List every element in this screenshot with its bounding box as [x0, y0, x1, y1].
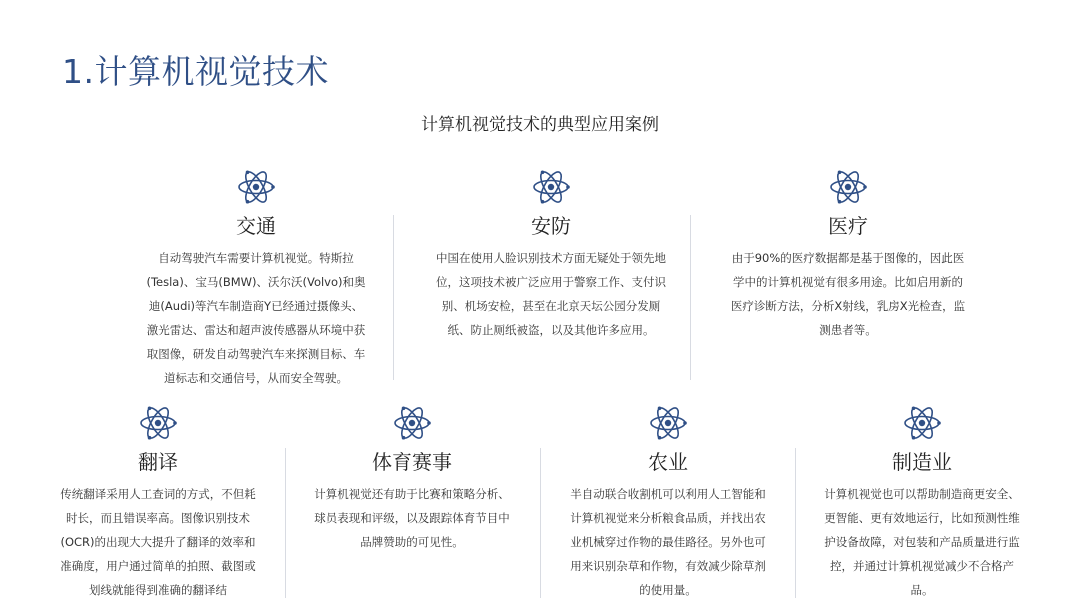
case-card-sports: [312, 402, 512, 554]
divider: [540, 448, 541, 598]
atom-icon: [391, 402, 433, 444]
case-name: 农业: [648, 450, 688, 474]
case-name: 制造业: [892, 450, 952, 474]
atom-icon: [137, 402, 179, 444]
divider: [795, 448, 796, 598]
case-card-agriculture: [568, 402, 768, 602]
case-card-manufacturing: [822, 402, 1022, 602]
case-description: 半自动联合收割机可以利用人工智能和计算机视觉来分析粮食品质，并找出农业机械穿过作物的最佳路径。另外也可用来识别杂草和作物，有效减少除草剂的使用量。: [570, 487, 766, 597]
divider: [690, 215, 691, 380]
atom-icon: [901, 402, 943, 444]
case-card-medical: [728, 166, 968, 342]
case-description: 中国在使用人脸识别技术方面无疑处于领先地位，这项技术被广泛应用于警察工作、支付识别、机场安检，甚至在北京天坛公园分发厕纸、防止厕纸被盗，以及其他许多应用。: [436, 251, 666, 337]
divider: [393, 215, 394, 380]
atom-icon: [647, 402, 689, 444]
case-description: 自动驾驶汽车需要计算机视觉。特斯拉(Tesla)、宝马(BMW)、沃尔沃(Volvo)和奥迪(Audi)等汽车制造商Y已经通过摄像头、激光雷达、雷达和超声波传感器从环境中获取图像，研发自动驾驶汽车来探测目标、车道标志和交通信号，从而安全驾驶。: [146, 251, 366, 385]
case-name: 交通: [236, 214, 276, 238]
case-card-translation: [58, 402, 258, 602]
section-subtitle: 计算机视觉技术的典型应用案例: [421, 115, 659, 135]
atom-icon: [827, 166, 869, 208]
case-description: 传统翻译采用人工查词的方式，不但耗时长，而且错误率高。图像识别技术(OCR)的出现大大提升了翻译的效率和准确度，用户通过简单的拍照、截图或划线就能得到准确的翻译结: [60, 487, 256, 597]
case-name: 医疗: [828, 214, 868, 238]
case-card-transport: [144, 166, 368, 390]
case-card-security: [431, 166, 671, 342]
case-name: 体育赛事: [372, 450, 452, 474]
case-name: 翻译: [138, 450, 178, 474]
case-description: 计算机视觉也可以帮助制造商更安全、更智能、更有效地运行，比如预测性维护设备故障，对包装和产品质量进行监控，并通过计算机视觉减少不合格产品。: [824, 487, 1020, 597]
divider: [285, 448, 286, 598]
case-name: 安防: [531, 214, 571, 238]
case-description: 计算机视觉还有助于比赛和策略分析、球员表现和评级，以及跟踪体育节目中品牌赞助的可见性。: [314, 487, 510, 549]
atom-icon: [235, 166, 277, 208]
case-description: 由于90%的医疗数据都是基于图像的，因此医学中的计算机视觉有很多用途。比如启用新的医疗诊断方法，分析X射线，乳房X光检查，监测患者等。: [730, 251, 966, 337]
page-title: 1.计算机视觉技术: [62, 52, 329, 91]
atom-icon: [530, 166, 572, 208]
